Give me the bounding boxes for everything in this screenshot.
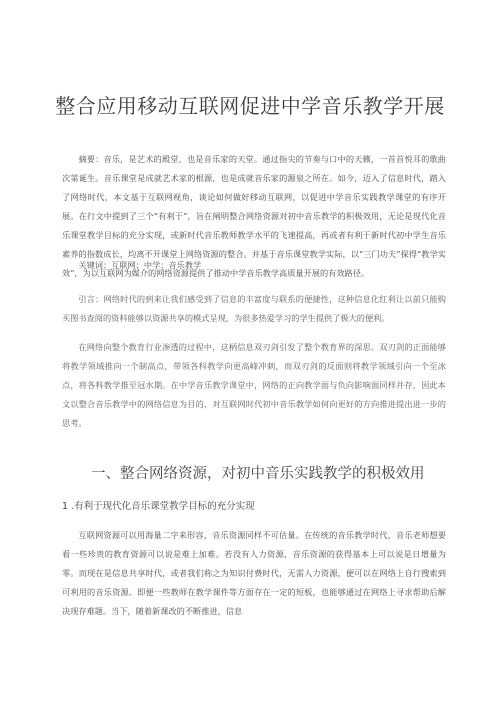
body-paragraph-1: 在网络向整个教育行业渗透的过程中，这柄信息双刃剑引发了整个教育界的深思。双刃剑的正面能够将教学领域推向一个制高点，带领各科教学向更高峰冲刺，而双刃剑的反面则将教学领域引向一个至冰点，将各科教学推至冠水期。在中学音乐教学课堂中，网络的正向教学面与负向影响面同样并存，因此本文以整合音乐教学中的网络信息为目的，对互联网时代初中音乐教学如何向更好的方向推进提出进一步的思考。 [62, 342, 446, 428]
keywords-line: 关键词：互联网；中学；音乐教学 [78, 260, 202, 270]
section-heading-1: 一、整合网络资源，对初中音乐实践教学的积极效用 [91, 466, 425, 482]
intro-paragraph: 引言：网络时代的到来让我们感受到了信息的丰富度与联系的便捷性，这种信息化红利让以前只能购买图书查阅的资料能够以资源共享的模式呈现，为很多热爱学习的学生提供了极大的便利。 [62, 294, 446, 323]
body-paragraph-2: 互联网资源可以用海量二字来形容，音乐资源同样不可估量。在传统的音乐教学时代，音乐老师想要看一些珍贵的教育资源可以说是难上加难。若没有人力资源，音乐资源的获得基本上可以说是日增量为零。而现在是信息共享时代，或者我们称之为知识付费时代，无需人力资源，便可以在网络上自行搜索到可利用的音乐资源。即便一些教师在教学课件等方面存在一定的短板，也能够通过在网络上寻求帮助后解决现存难题。当下，随着新课改的不断推进，信息 [62, 530, 446, 616]
abstract-paragraph: 摘要：音乐，是艺术的殿堂，也是音乐家的天堂。通过指尖的节奏与口中的天籁，一首首悦耳的歌曲次第诞生。音乐课堂是成就艺术家的根源，也是成就音乐家的源泉之所在。如今，迈入了信息时代，踏入了网络时代，本文基于互联网视角，谈论如何做好移动互联网，以促进中学音乐实践教学课堂的有序开展。在行文中提到了三个“有利于”，旨在阐明整合网络资源对初中音乐教学的积极效用，无论是现代化音乐课堂教学目标的充分实现，或新时代音乐教师教学水平的飞速提高，再或者有利于新时代初中学生音乐素养的指数成长，均离不开课堂上网络资源的整合。并基于音乐课堂教学实际，以“三门功夫”探得“教学实效”，为以互联网为媒介的网络资源提供了推动中学音乐教学高质量开展的有效路径。 [62, 154, 446, 278]
subsection-heading-1: 1 .有利于现代化音乐课堂教学目标的充分实现 [62, 501, 255, 512]
document-title: 整合应用移动互联网促进中学音乐教学开展 [55, 94, 445, 118]
